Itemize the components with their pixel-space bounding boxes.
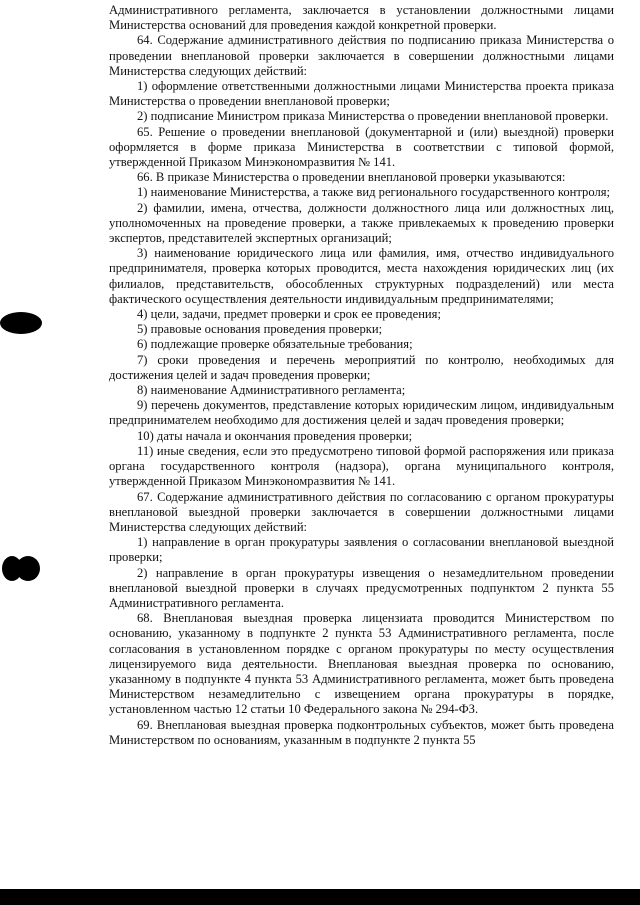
- binder-hole-mark-right: [16, 556, 40, 581]
- paragraph-64: 64. Содержание административного действия по подписанию приказа Министерства о проведении внеплановой проверки заключается в совершении должностными лицами Министерства следующих действий:: [109, 33, 614, 78]
- paragraph-66-item-9: 9) перечень документов, представление которых юридическим лицом, индивидуальным предпринимателем необходимо для достижения целей и задач проведения проверки;: [109, 398, 614, 428]
- paragraph-66-item-4: 4) цели, задачи, предмет проверки и срок ее проведения;: [137, 307, 441, 322]
- binder-hole-mark: [0, 312, 42, 334]
- paragraph-66-item-5: 5) правовые основания проведения проверки;: [137, 322, 383, 337]
- paragraph-66-item-6: 6) подлежащие проверке обязательные требования;: [137, 337, 413, 352]
- document-body: [109, 3, 614, 748]
- paragraph-66-item-8: 8) наименование Административного регламента;: [137, 383, 406, 398]
- paragraph-67: 67. Содержание административного действия по согласованию с органом прокуратуры внеплановой выездной проверки заключается в совершении должностными лицами Министерства следующих действий:: [109, 489, 614, 534]
- paragraph-66-item-1: 1) наименование Министерства, а также вид регионального государственного контроля;: [137, 185, 611, 200]
- paragraph-66-item-11: 11) иные сведения, если это предусмотрено типовой формой распоряжения или приказа органа государственного контроля (надзора), органа муниципального контроля, утвержденной Приказом Минэкономразвития № 141.: [109, 443, 614, 489]
- paragraph-68: 68. Внеплановая выездная проверка лицензиата проводится Министерством по основанию, указанному в подпункте 2 пункта 53 Административного регламента, после согласования в установленном порядке с органом прокуратуры по месту осуществления лицензируемого вида деятельности. Внеплановая выездная проверка по основанию, указанному в подпункте 4 пункта 53 Административного регламента, может быть проведена Министерством незамедлительно с извещением органа прокуратуры в порядке, установленном частью 12 статьи 10 Федерального закона № 294-ФЗ.: [109, 611, 614, 717]
- paragraph-67-item-1: 1) направление в орган прокуратуры заявления о согласовании внеплановой выездной проверки;: [109, 535, 614, 565]
- scan-edge-bar: [0, 889, 640, 905]
- paragraph-66: 66. В приказе Министерства о проведении внеплановой проверки указываются:: [137, 170, 566, 185]
- paragraph-66-item-10: 10) даты начала и окончания проведения проверки;: [137, 428, 413, 443]
- paragraph-65: 65. Решение о проведении внеплановой (документарной и (или) выездной) проверки оформляется в форме приказа Министерства в соответствии с типовой формой, утвержденной Приказом Минэкономразвития № 141.: [109, 124, 614, 170]
- paragraph-66-item-3: 3) наименование юридического лица или фамилия, имя, отчество индивидуального предпринимателя, проверка которых проводится, места нахождения юридических лиц (их филиалов, представительств, обособленных структурных подразделений) или места фактического осуществления деятельности индивидуальным предпринимателями;: [109, 246, 614, 306]
- paragraph-66-item-2: 2) фамилии, имена, отчества, должности должностного лица или должностных лиц, уполномоченных на проведение проверки, а также привлекаемых к проведению проверки экспертов, представителей экспертных организаций;: [109, 200, 614, 246]
- paragraph-64-item-2: 2) подписание Министром приказа Министерства о проведении внеплановой проверки.: [137, 109, 609, 124]
- paragraph-64-item-1: 1) оформление ответственными должностными лицами Министерства проекта приказа Министерства о проведении внеплановой проверки;: [109, 79, 614, 109]
- paragraph-67-item-2: 2) направление в орган прокуратуры извещения о незамедлительном проведении внеплановой выездной проверки в случаях предусмотренных подпунктом 2 пункта 55 Административного регламента.: [109, 565, 614, 610]
- paragraph-69: 69. Внеплановая выездная проверка подконтрольных субъектов, может быть проведена Министерством по основаниям, указанным в подпункте 2 пункта 55: [109, 717, 614, 747]
- paragraph-continuation: Административного регламента, заключается в установлении должностными лицами Министерства оснований для проведения каждой конкретной проверки.: [109, 3, 614, 33]
- paragraph-66-item-7: 7) сроки проведения и перечень мероприятий по контролю, необходимых для достижения целей и задач проведения проверки;: [109, 352, 614, 382]
